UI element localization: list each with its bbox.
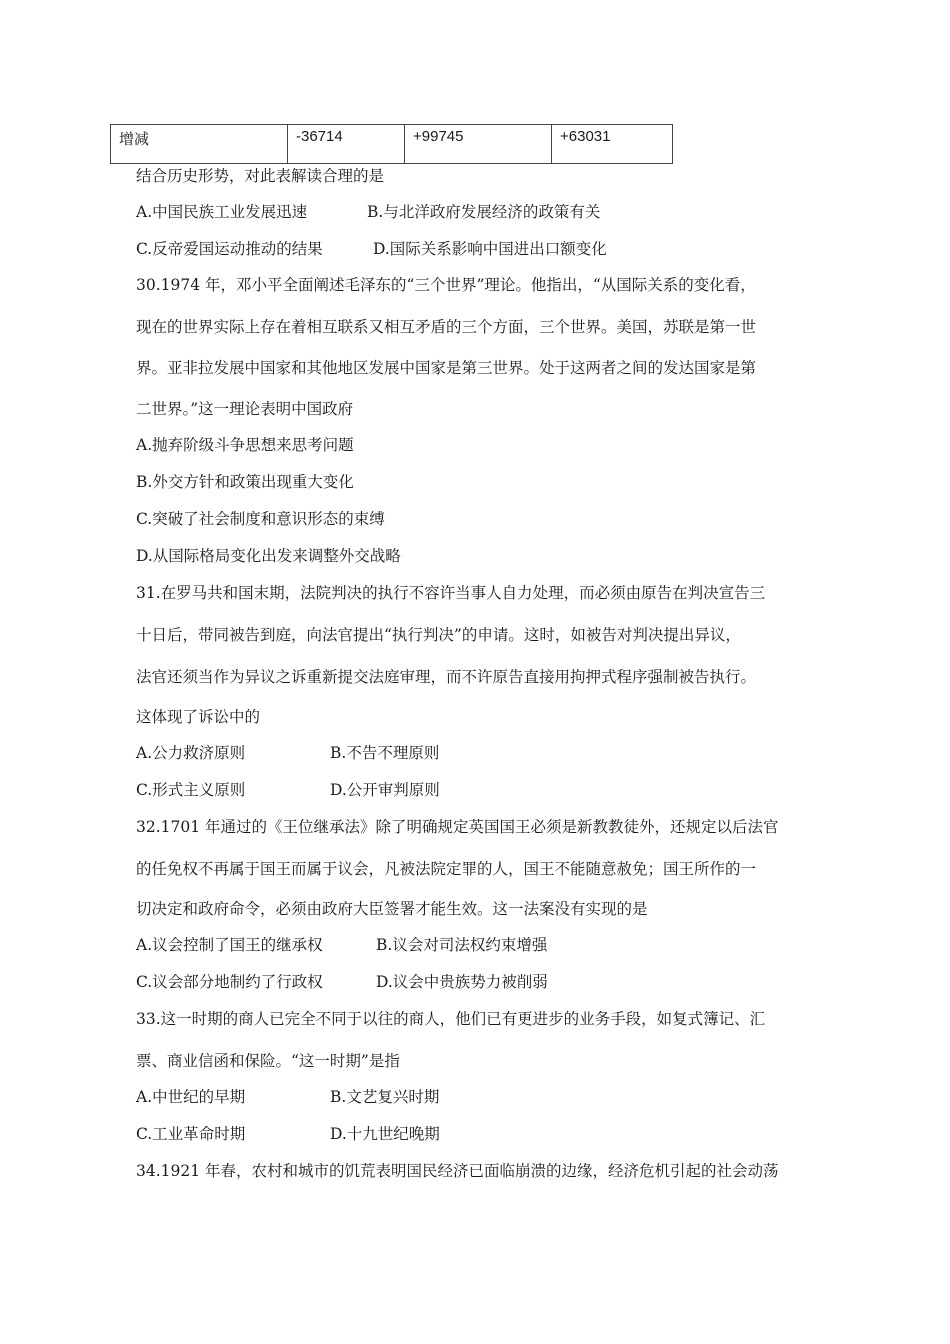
q31-option-c: C.形式主义原则 (136, 781, 246, 799)
q29-option-c: C.反帝爱国运动推动的结果 (136, 240, 323, 258)
q30-option-b: B.外交方针和政策出现重大变化 (136, 473, 354, 491)
question-30-line: 界。亚非拉发展中国家和其他地区发展中国家是第三世界。处于这两者之间的发达国家是第 (136, 359, 757, 377)
q33-option-a: A.中世纪的早期 (136, 1088, 246, 1106)
q33-option-b: B.文艺复兴时期 (330, 1088, 440, 1106)
question-31-line: 31.在罗马共和国末期，法院判决的执行不容许当事人自力处理，而必须由原告在判决宣告三 (136, 584, 766, 602)
q32-option-a: A.议会控制了国王的继承权 (136, 936, 323, 954)
q33-option-d: D.十九世纪晚期 (330, 1125, 440, 1143)
question-29-stem: 结合历史形势，对此表解读合理的是 (136, 167, 385, 185)
question-32-line: 的任免权不再属于国王而属于议会，凡被法院定罪的人，国王不能随意赦免；国王所作的一 (136, 860, 757, 878)
q30-option-d: D.从国际格局变化出发来调整外交战略 (136, 547, 401, 565)
q32-option-c: C.议会部分地制约了行政权 (136, 973, 323, 991)
q32-option-b: B.议会对司法权约束增强 (376, 936, 548, 954)
question-31-line: 这体现了诉讼中的 (136, 708, 261, 726)
data-table (110, 124, 673, 164)
question-30-line: 30.1974 年，邓小平全面阐述毛泽东的“三个世界”理论。他指出，“从国际关系的变化看， (136, 276, 756, 294)
question-33-line: 33.这一时期的商人已完全不同于以往的商人，他们已有更进步的业务手段，如复式簿记、汇 (136, 1010, 766, 1028)
q31-option-d: D.公开审判原则 (330, 781, 440, 799)
table-cell: -36714 (288, 125, 405, 164)
q32-option-d: D.议会中贵族势力被削弱 (376, 973, 548, 991)
question-34-line: 34.1921 年春，农村和城市的饥荒表明国民经济已面临崩溃的边缘，经济危机引起的社会动荡 (136, 1162, 779, 1180)
question-31-line: 法官还须当作为异议之诉重新提交法庭审理，而不许原告直接用拘押式程序强制被告执行。 (136, 668, 757, 686)
q30-option-c: C.突破了社会制度和意识形态的束缚 (136, 510, 385, 528)
table-cell: +99745 (405, 125, 552, 164)
q31-option-a: A.公力救济原则 (136, 744, 246, 762)
table-cell: +63031 (552, 125, 673, 164)
table-cell-label: 增减 (111, 125, 288, 164)
question-30-line: 现在的世界实际上存在着相互联系又相互矛盾的三个方面，三个世界。美国，苏联是第一世 (136, 318, 757, 336)
question-32-line: 32.1701 年通过的《王位继承法》除了明确规定英国国王必须是新教教徒外，还规定以后法官 (136, 818, 779, 836)
question-31-line: 十日后，带同被告到庭，向法官提出“执行判决”的申请。这时，如被告对判决提出异议， (136, 626, 741, 644)
q31-option-b: B.不告不理原则 (330, 744, 440, 762)
question-33-line: 票、商业信函和保险。“这一时期”是指 (136, 1052, 400, 1070)
q29-option-d: D.国际关系影响中国进出口额变化 (373, 240, 607, 258)
question-32-line: 切决定和政府命令，必须由政府大臣签署才能生效。这一法案没有实现的是 (136, 900, 648, 918)
q29-option-b: B.与北洋政府发展经济的政策有关 (367, 203, 601, 221)
question-30-line: 二世界。”这一理论表明中国政府 (136, 400, 354, 418)
table-row (111, 125, 673, 164)
q29-option-a: A.中国民族工业发展迅速 (136, 203, 308, 221)
q33-option-c: C.工业革命时期 (136, 1125, 246, 1143)
q30-option-a: A.抛弃阶级斗争思想来思考问题 (136, 436, 354, 454)
